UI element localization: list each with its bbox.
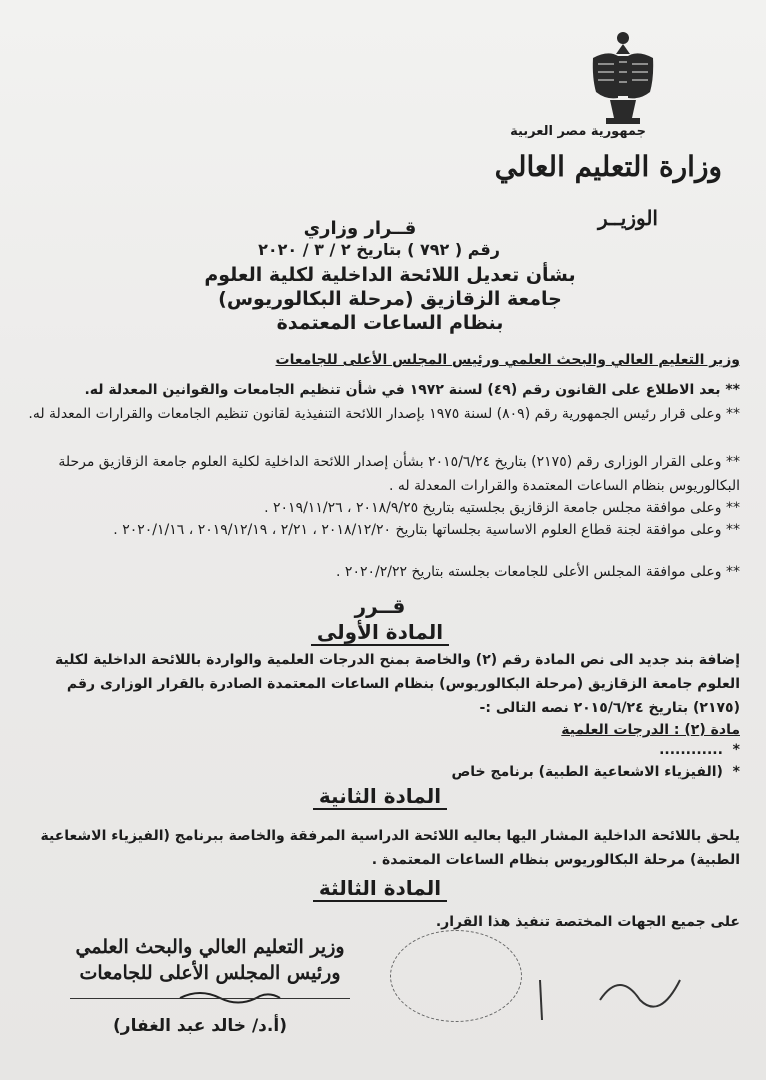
- signature-line: [70, 998, 350, 999]
- article-3-text: على جميع الجهات المختصة تنفيذ هذا القرار.: [435, 914, 740, 930]
- article-2-heading-wrap: [290, 784, 470, 810]
- decree-title: قــرار وزاري: [303, 218, 417, 239]
- minister-intro: وزير التعليم العالي والبحث العلمي ورئيس المجلس الأعلى للجامعات: [275, 352, 740, 368]
- decided-heading: قــرر: [354, 594, 406, 618]
- decree-subject-line: بنظام الساعات المعتمدة: [276, 312, 504, 334]
- article-1-heading-wrap: [290, 620, 470, 646]
- preamble-item: ** بعد الاطلاع على القانون رقم (٤٩) لسنة ١٩٧٢ في شأن تنظيم الجامعات والقوانين المعدلة له.: [84, 382, 740, 398]
- ministry-name: وزارة التعليم العالي: [494, 150, 722, 183]
- decree-number: رقم ( ٧٩٢ ) بتاريخ ٢ / ٣ / ٢٠٢٠: [258, 240, 500, 259]
- preamble-item: ** وعلى قرار رئيس الجمهورية رقم (٨٠٩) لسنة ١٩٧٥ بإصدار اللائحة التنفيذية لقانون تنظيم الجامعات والقرارات المعدلة له.: [28, 406, 740, 422]
- handwritten-signature-icon: [170, 984, 290, 1008]
- bullet-mark: **: [726, 406, 740, 422]
- bullet-mark: **: [726, 454, 740, 470]
- article-3-heading: المادة الثالثة: [313, 876, 447, 902]
- signatory-name: (أ.د/ خالد عبد الغفار): [113, 1016, 287, 1036]
- minister-title: الوزيــر: [598, 206, 658, 230]
- bullet-mark: **: [726, 564, 740, 580]
- article-1-item: * (الفيزياء الاشعاعية الطبية) برنامج خاص: [451, 764, 740, 780]
- article-3-heading-wrap: [290, 876, 470, 902]
- preamble-item: ** وعلى موافقة المجلس الأعلى للجامعات بجلسته بتاريخ ٢٠٢٠/٢/٢٢ .: [336, 564, 740, 580]
- signature-title-1: وزير التعليم العالي والبحث العلمي: [75, 936, 345, 958]
- article-2-text: يلحق باللائحة الداخلية المشار اليها بعاليه اللائحة الدراسية المرفقة والخاصة ببرنامج (الفيزياء الاشعاعية الطبية) مرحلة البكالوريوس بنظام الساعات المعتمدة .: [40, 828, 740, 868]
- bullet-mark: **: [726, 522, 740, 538]
- bullet-mark: **: [725, 382, 740, 398]
- decree-subject-line: جامعة الزقازيق (مرحلة البكالوريوس): [218, 288, 562, 310]
- article-1-clause: مادة (٢) : الدرجات العلمية: [561, 722, 740, 738]
- handwritten-initials-icon: [520, 960, 700, 1030]
- article-1-heading: المادة الأولى: [311, 620, 449, 646]
- decree-subject-line: بشأن تعديل اللائحة الداخلية لكلية العلوم: [204, 264, 576, 286]
- preamble-item: ** وعلى موافقة مجلس جامعة الزقازيق بجلستيه بتاريخ ٢٠١٨/٩/٢٥ ، ٢٠١٩/١١/٢٦ .: [264, 500, 740, 516]
- article-1-item: * ............: [659, 742, 740, 758]
- eagle-emblem-icon: [588, 28, 658, 128]
- article-2-heading: المادة الثانية: [313, 784, 447, 810]
- signature-title-2: ورئيس المجلس الأعلى للجامعات: [79, 962, 341, 984]
- bullet-mark: **: [726, 500, 740, 516]
- preamble-item: ** وعلى موافقة لجنة قطاع العلوم الاساسية بجلساتها بتاريخ ٢٠١٨/١٢/٢٠ ، ٢/٢١ ، ٢٠١٩/١٢/١٩ ، ٢٠٢٠/١/١٦ .: [113, 522, 740, 538]
- article-1-text: إضافة بند جديد الى نص المادة رقم (٢) والخاصة بمنح الدرجات العلمية والواردة باللائحة الداخلية لكلية العلوم جامعة الزقازيق (مرحلة البكالوريوس) بنظام الساعات المعتمدة الصادرة بالقرار الوزارى رقم (٢١٧٥) بتاريخ ٢٠١٥/٦/٢٤ نصه التالى :-: [54, 652, 740, 716]
- preamble-item: ** وعلى القرار الوزارى رقم (٢١٧٥) بتاريخ ٢٠١٥/٦/٢٤ بشأن إصدار اللائحة الداخلية لكلية العلوم جامعة الزقازيق مرحلة البكالوريوس بنظام الساعات المعتمدة والقرارات المعدلة له .: [58, 454, 740, 494]
- country-name: جمهورية مصر العربية: [510, 124, 646, 139]
- official-stamp-icon: [390, 930, 522, 1022]
